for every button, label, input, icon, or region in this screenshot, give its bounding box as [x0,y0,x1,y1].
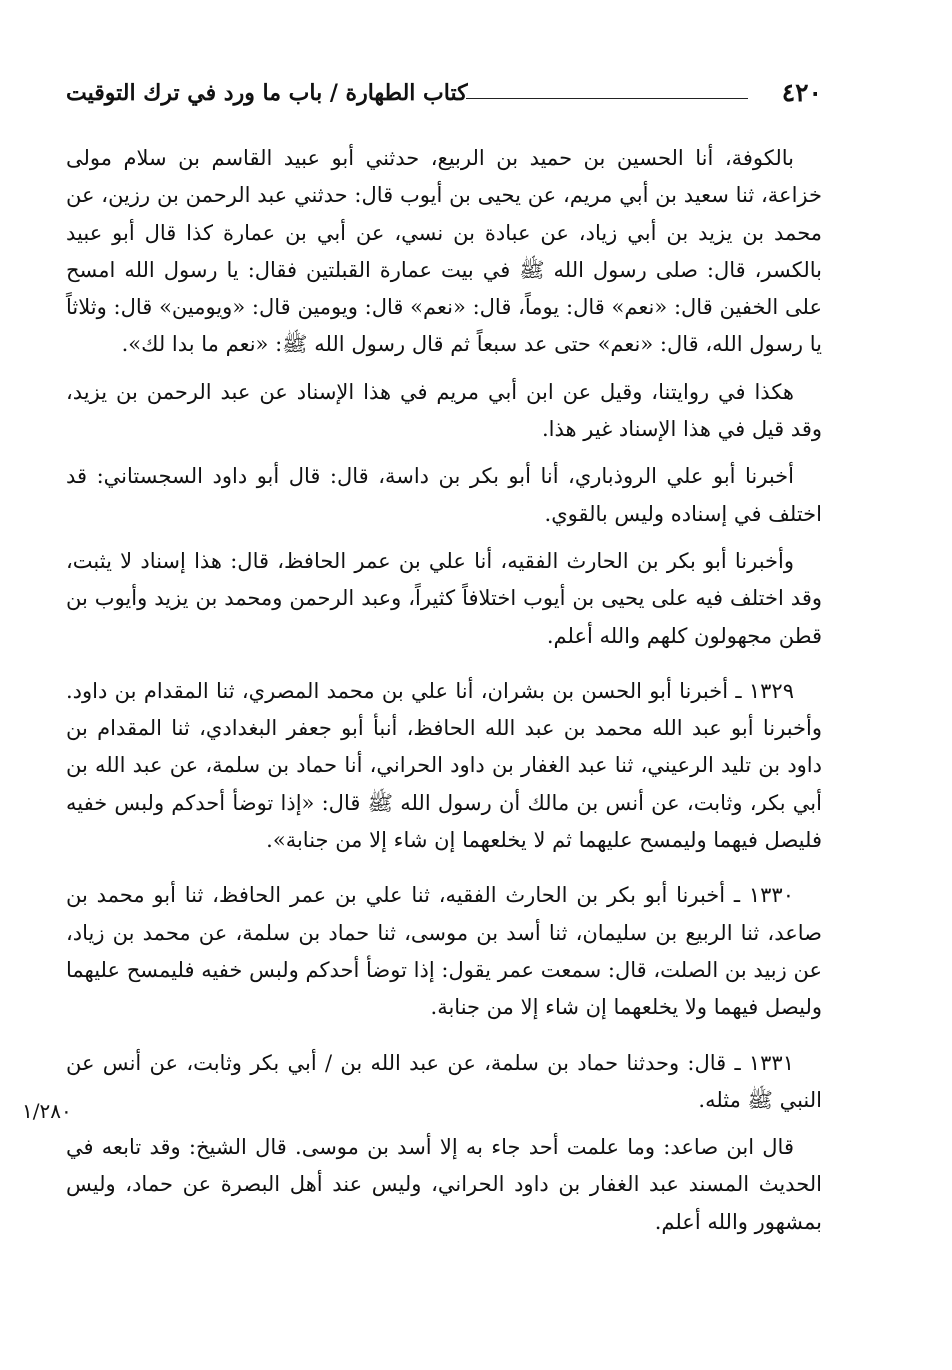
main-text [66,140,822,1241]
paragraph-commentary: هكذا في روايتنا، وقيل عن ابن أبي مريم في هذا الإسناد عن عبد الرحمن بن يزيد، وقد قيل في هذا الإسناد غير هذا. [66,379,822,442]
page-header [66,78,822,112]
paragraph-hadith-continuation: بالكوفة، أنا الحسين بن حميد بن الربيع، حدثني أبو عبيد القاسم بن سلام مولى خزاعة، ثنا سعيد بن أبي مريم، عن يحيى بن أيوب قال: حدثني عبد الرحمن بن رزين، عن محمد بن يزيد بن أبي زياد، عن عبادة بن نسي، عن أبي بن عمارة كذا قال أبو عبيد بالكسر، قال: صلى رسول الله ﷺ في بيت عمارة القبلتين فقال: يا رسول الله امسح على الخفين قال: «نعم» قال: يوماً، قال: «نعم» قال: ويومين قال: «ويومين» قال: وثلاثاً يا رسول الله، قال: «نعم» حتى عد سبعاً ثم قال رسول الله ﷺ: «نعم ما بدا لك». [66,146,822,357]
paragraph-abu-dawud-note: أخبرنا أبو علي الروذباري، أنا أبو بكر بن داسة، قال: قال أبو داود السجستاني: قد اختلف في إسناده وليس بالقوي. [66,464,822,526]
paragraph-hadith-1331: ١٣٣١ ـ قال: وحدثنا حماد بن سلمة، عن عبد الله بن / أبي بكر وثابت، عن أنس عن النبي ﷺ مثله. [66,1050,822,1112]
page-number: ٤٢٠ [781,78,822,107]
paragraph-hadith-1330: ١٣٣٠ ـ أخبرنا أبو بكر بن الحارث الفقيه، ثنا علي بن عمر الحافظ، ثنا أبو محمد بن صاعد، ثنا الربيع بن سليمان، ثنا أسد بن موسى، ثنا حماد بن سلمة، عن محمد بن زياد، عن زبيد بن الصلت، قال: سمعت عمر يقول: إذا توضأ أحدكم ولبس خفيه فليمسح عليهما وليصل فيهما ولا يخلعهما إن شاء إلا من جنابة. [66,883,822,1020]
marginal-reference: ١/٢٨٠ [22,1099,72,1123]
running-title: كتاب الطهارة / باب ما ورد في ترك التوقيت [66,80,468,106]
paragraph-ibn-saed-note: قال ابن صاعد: وما علمت أحد جاء به إلا أسد بن موسى. قال الشيخ: وقد تابعه في الحديث المسند عبد الغفار بن داود الحراني، وليس عند أهل البصرة عن حماد، وليس بمشهور والله أعلم. [66,1135,822,1234]
header-rule [466,98,748,99]
paragraph-daraqutni-note: وأخبرنا أبو بكر بن الحارث الفقيه، أنا علي بن عمر الحافظ، قال: هذا إسناد لا يثبت، وقد اختلف فيه على يحيى بن أيوب اختلافاً كثيراً، وعبد الرحمن ومحمد بن يزيد وأيوب بن قطن مجهولون كلهم والله أعلم. [66,548,822,648]
paragraph-hadith-1329: ١٣٢٩ ـ أخبرنا أبو الحسن بن بشران، أنا علي بن محمد المصري، ثنا المقدام بن داود. وأخبرنا أبو عبد الله محمد بن عبد الله الحافظ، أنبأ أبو جعفر البغدادي، ثنا المقدام بن داود بن تليد الرعيني، ثنا عبد الغفار بن داود الحراني، أنا حماد بن سلمة، عن عبد الله بن أبي بكر، وثابت، عن أنس بن مالك أن رسول الله ﷺ قال: «إذا توضأ أحدكم ولبس خفيه فليصل فيهما وليمسح عليهما ثم لا يخلعهما إن شاء إلا من جنابة». [66,678,822,853]
